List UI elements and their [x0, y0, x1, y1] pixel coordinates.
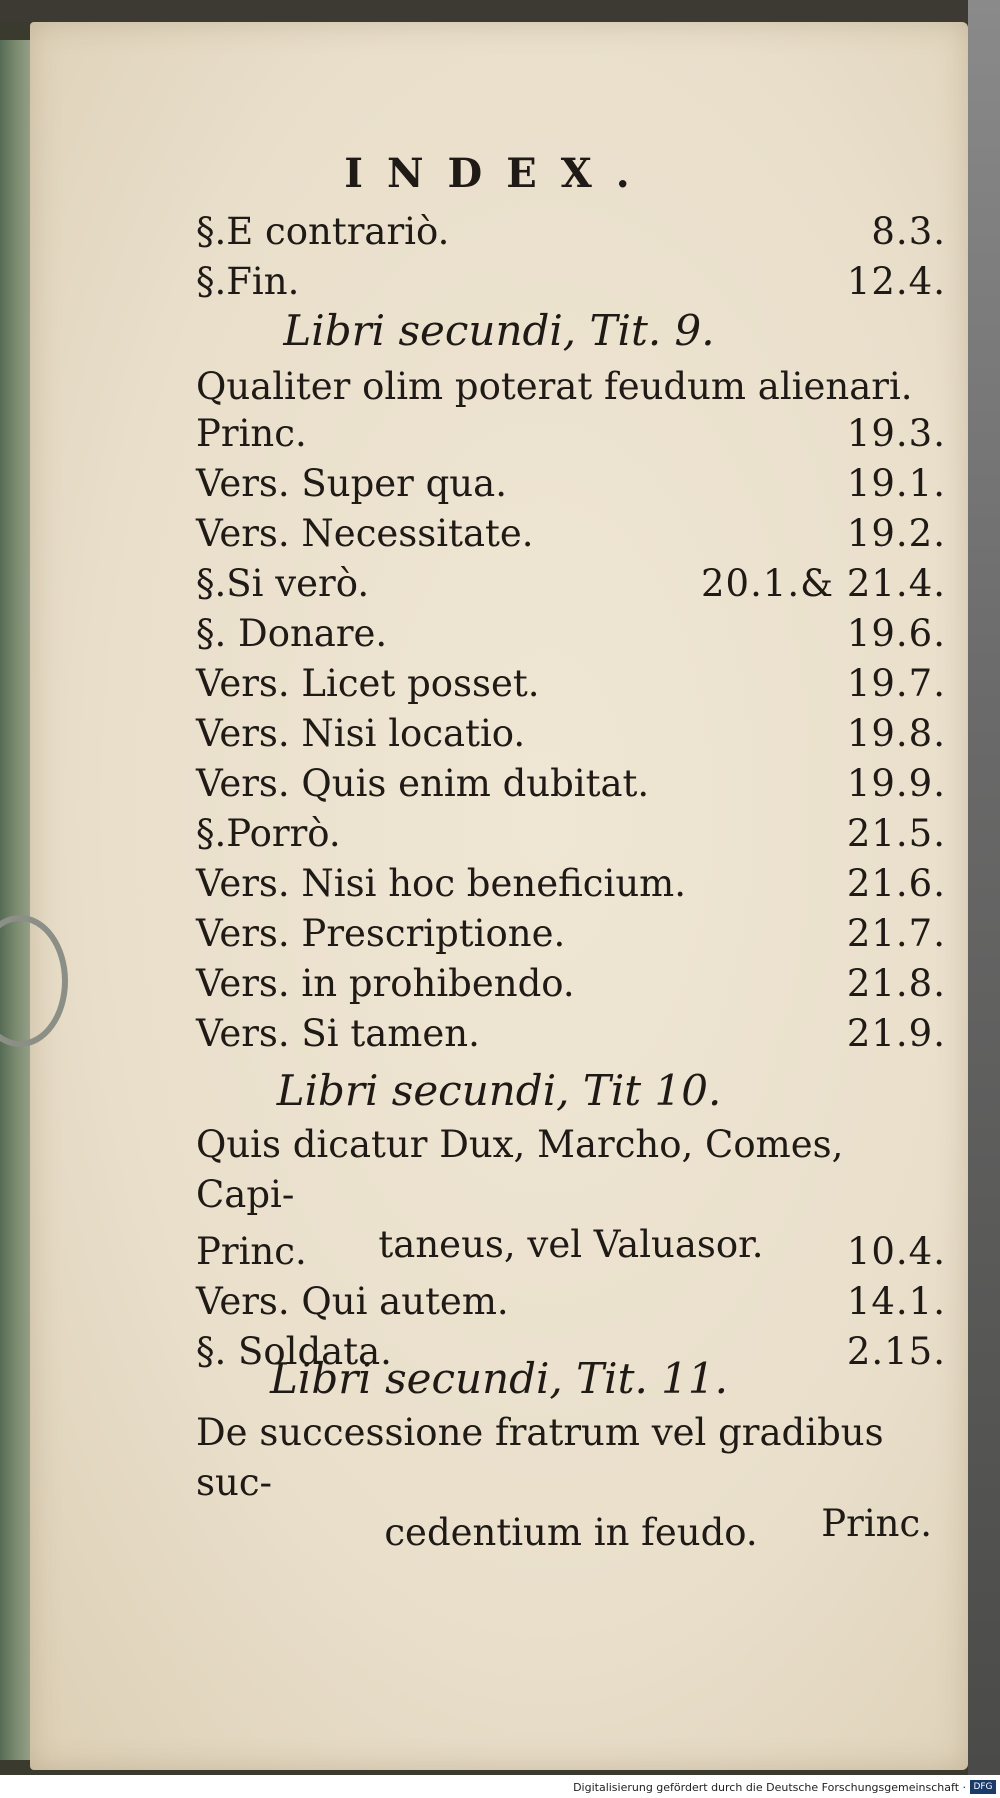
entry-ref: 19.7. — [846, 662, 946, 705]
index-row — [196, 462, 946, 512]
section-title: Libri secundi, Tit 10. — [276, 1066, 722, 1115]
entry-ref: 2.15. — [846, 1330, 946, 1373]
index-row — [196, 812, 946, 862]
digitization-footer — [0, 1776, 1000, 1798]
entry-label: Princ. — [196, 412, 307, 455]
entry-ref: 14.1. — [846, 1280, 946, 1323]
book-spine-edge — [0, 40, 34, 1760]
entry-label: Vers. Necessitate. — [196, 512, 534, 555]
index-row — [196, 210, 946, 260]
index-row — [196, 962, 946, 1012]
entry-label: Vers. Quis enim dubitat. — [196, 762, 650, 805]
entry-label: §. Donare. — [196, 612, 388, 655]
index-row — [196, 712, 946, 762]
section-heading-line: Qualiter olim poterat feudum alienari. — [196, 365, 913, 408]
entry-label: Princ. — [196, 1230, 307, 1273]
entry-ref: 21.5. — [846, 812, 946, 855]
dfg-logo: DFG — [970, 1780, 996, 1794]
catchword: Princ. — [821, 1502, 932, 1545]
entry-ref: 19.1. — [846, 462, 946, 505]
entry-label: Vers. Nisi locatio. — [196, 712, 526, 755]
section-heading-line: cedentium in feudo. — [384, 1511, 758, 1554]
entry-label: Vers. Prescriptione. — [196, 912, 566, 955]
entry-label: Vers. Qui autem. — [196, 1280, 509, 1323]
index-row — [196, 562, 946, 612]
index-row — [196, 412, 946, 462]
index-row — [196, 1230, 946, 1280]
entry-ref: 19.6. — [846, 612, 946, 655]
index-row — [196, 260, 946, 310]
entry-ref: 20.1.& 21.4. — [701, 562, 946, 605]
index-row — [196, 662, 946, 712]
entry-ref: 21.7. — [846, 912, 946, 955]
entry-label: §.Porrò. — [196, 812, 341, 855]
entry-label: §.E contrariò. — [196, 210, 450, 253]
scan-top-edge — [0, 0, 1000, 22]
section-heading-line: De successione fratrum vel gradibus suc- — [196, 1411, 884, 1504]
index-row — [196, 1012, 946, 1062]
index-row — [196, 512, 946, 562]
entry-label: Vers. Nisi hoc beneficium. — [196, 862, 687, 905]
entry-ref: 21.9. — [846, 1012, 946, 1055]
entry-ref: 12.4. — [846, 260, 946, 303]
section-heading-line: taneus, vel Valuasor. — [378, 1223, 764, 1266]
scan-right-edge — [968, 0, 1000, 1775]
entry-label: §. Soldata. — [196, 1330, 392, 1373]
section-title: Libri secundi, Tit. 11. — [270, 1354, 728, 1403]
index-row — [196, 862, 946, 912]
entry-ref: 21.6. — [846, 862, 946, 905]
entry-label: Vers. Si tamen. — [196, 1012, 480, 1055]
entry-ref: 19.8. — [846, 712, 946, 755]
page-header: INDEX. — [344, 150, 654, 197]
entry-label: Vers. in prohibendo. — [196, 962, 575, 1005]
section-title: Libri secundi, Tit. 9. — [283, 306, 715, 355]
entry-label: Vers. Super qua. — [196, 462, 507, 505]
index-row — [196, 1280, 946, 1330]
entry-ref: 21.8. — [846, 962, 946, 1005]
section-heading — [196, 362, 946, 412]
entry-label: §.Si verò. — [196, 562, 370, 605]
section-heading-line: Quis dicatur Dux, Marcho, Comes, Capi- — [196, 1123, 844, 1216]
entry-ref: 8.3. — [871, 210, 946, 253]
entry-ref: 19.9. — [846, 762, 946, 805]
entry-ref: 19.2. — [846, 512, 946, 555]
index-row — [196, 762, 946, 812]
index-row — [196, 912, 946, 962]
entry-label: §.Fin. — [196, 260, 300, 303]
entry-label: Vers. Licet posset. — [196, 662, 540, 705]
footer-text: Digitalisierung gefördert durch die Deutsche Forschungsgemeinschaft · — [573, 1781, 966, 1794]
entry-ref: 19.3. — [846, 412, 946, 455]
entry-ref: 10.4. — [846, 1230, 946, 1273]
index-row — [196, 612, 946, 662]
